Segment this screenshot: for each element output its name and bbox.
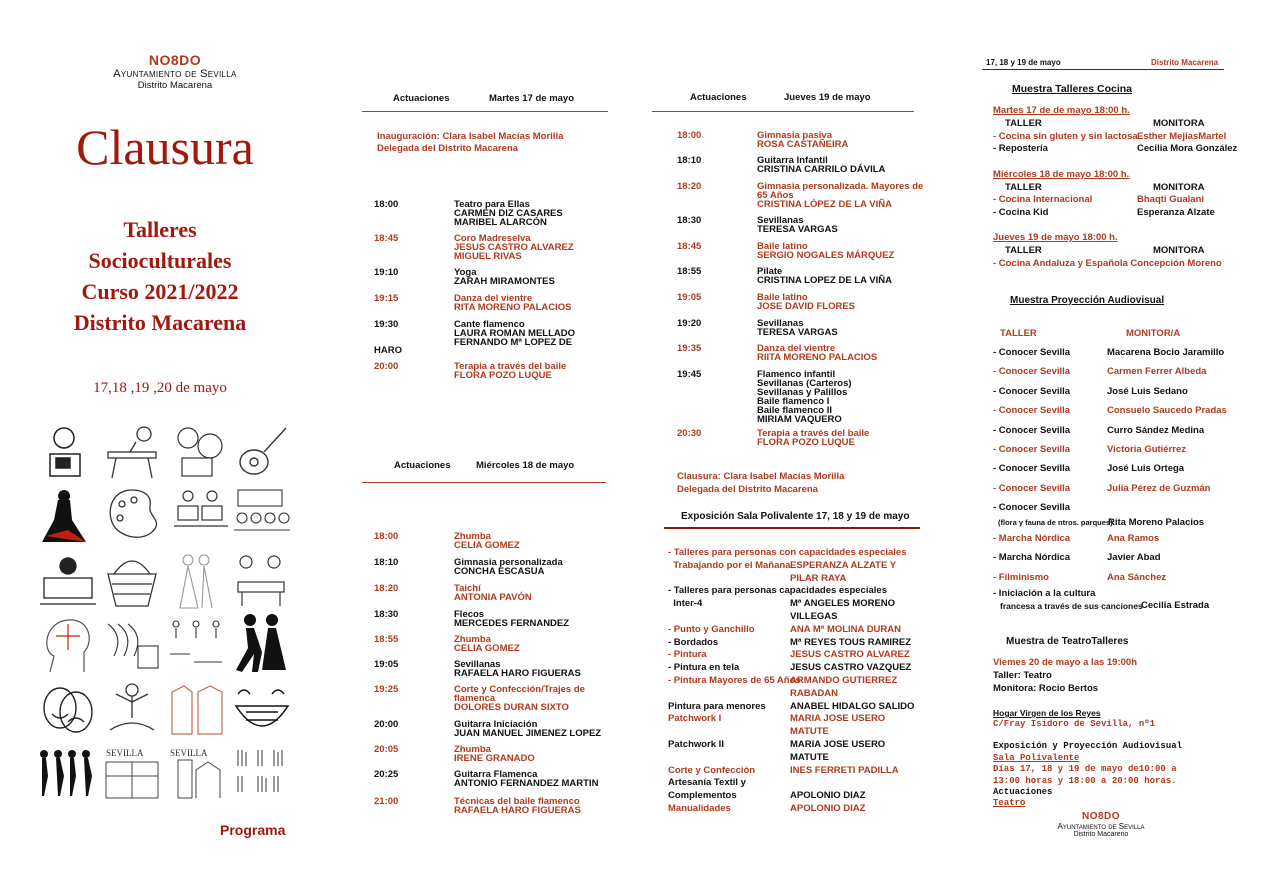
divider bbox=[652, 111, 914, 112]
header-label: Actuaciones bbox=[393, 93, 450, 104]
expo-item: Trabajando por el Mañana bbox=[668, 559, 791, 571]
teatro-date: Viemes 20 de mayo a las 19:00h bbox=[993, 657, 1137, 668]
expo-monitor: APOLONIO DIAZ bbox=[790, 803, 866, 814]
cocina-monitora: Bhaqti Gualani bbox=[1137, 194, 1205, 205]
sevilla-sketch-icon bbox=[106, 748, 158, 798]
av-last-b: Cecilia Estrada bbox=[1141, 600, 1210, 611]
subtitle-line: Socioculturales bbox=[88, 248, 232, 273]
subtitle-block bbox=[40, 214, 280, 338]
wednesday-header bbox=[394, 460, 575, 471]
time: 19:15 bbox=[374, 293, 399, 304]
cocina-taller: - Cocina Internacional bbox=[993, 194, 1093, 205]
av-flora-monitor: Rita Moreno Palacios bbox=[1108, 517, 1205, 528]
cocina-taller: - Cocina Kid bbox=[993, 206, 1049, 218]
inauguration-line: Inauguración: Clara Isabel Macías Morilla bbox=[377, 131, 564, 142]
expo-item: - Punto y Ganchillo bbox=[668, 623, 755, 635]
expo-monitor: MARIA JOSE USERO bbox=[790, 739, 886, 750]
divider bbox=[362, 482, 606, 483]
illustrations-svg bbox=[34, 420, 296, 810]
expo-monitor: ARMANDO GUTIERREZ bbox=[790, 675, 898, 686]
av-monitor: José Luis Ortega bbox=[1107, 463, 1185, 475]
expo-item: - Pintura bbox=[668, 649, 707, 661]
expo-item: Artesanía Textil y bbox=[668, 777, 746, 789]
av-monitor: Ana Sánchez bbox=[1107, 571, 1167, 583]
av-taller: - Conocer Sevilla bbox=[993, 502, 1071, 514]
address: C/Fray Isidoro de Sevilla, nº1 bbox=[993, 719, 1156, 729]
palette-icon bbox=[110, 490, 156, 537]
cocina-monitora: Esperanza Alzate bbox=[1137, 206, 1215, 218]
header-label: Actuaciones bbox=[394, 460, 451, 471]
time: 19:30 bbox=[374, 319, 399, 330]
subtitle-line: Distrito Macarena bbox=[73, 310, 247, 335]
basket-icon bbox=[108, 561, 156, 606]
cocina-taller: - Cocina Andaluza y Española Concepción Moreno bbox=[993, 257, 1222, 269]
days-line: 13:00 horas y 18:00 a 20:00 horas. bbox=[993, 776, 1177, 786]
cocina-monitora: MONITORA bbox=[1153, 245, 1205, 256]
expo-item: - Bordados bbox=[668, 636, 719, 648]
cocina-day: Jueves 19 de mayo 18:00 h. bbox=[993, 232, 1118, 243]
expo-item: Inter-4 bbox=[668, 598, 703, 610]
event-dates: 17,18 ,19 ,20 de mayo bbox=[93, 380, 227, 396]
ironing-icon bbox=[108, 427, 156, 478]
expo-monitor: ANABEL HIDALGO SALIDO bbox=[790, 700, 915, 712]
desc: Teatro para Ellas CARMEN DIZ CASARES MARIBEL ALARCÓN bbox=[454, 199, 563, 228]
av-monitor: Victoria Gutiérrez bbox=[1107, 444, 1187, 455]
teatro-venue: Teatro bbox=[993, 798, 1026, 808]
cards-game-icon bbox=[238, 556, 284, 606]
av-taller: - Conocer Sevilla bbox=[993, 424, 1071, 436]
av-monitor: José Luis Sedano bbox=[1107, 385, 1188, 397]
svg-text:SEVILLA: SEVILLA bbox=[106, 748, 144, 758]
tuesday-header bbox=[393, 93, 575, 104]
exercise-figures-icon bbox=[170, 621, 222, 662]
sala: Sala Polivalente bbox=[993, 753, 1080, 763]
inauguration bbox=[377, 131, 563, 155]
clothing-pattern-icon bbox=[172, 686, 222, 734]
crafts-icon bbox=[178, 428, 222, 476]
cocina-monitora: Cecilia Mora González bbox=[1137, 143, 1238, 154]
yoga-icon bbox=[110, 684, 154, 730]
teatro-monitor: Monitora: Rocio Bertos bbox=[993, 683, 1099, 694]
expo-item: Pintura para menores bbox=[668, 700, 766, 712]
expo-title: Exposición Sala Polivalente 17, 18 y 19 de mayo bbox=[681, 511, 910, 522]
av-monitor: Julia Pérez de Guzmán bbox=[1107, 482, 1211, 494]
logo-district: Distrito Macareno bbox=[1073, 831, 1129, 838]
av-monitor: Javier Abad bbox=[1107, 552, 1161, 564]
logo-district: Distrito Macarena bbox=[137, 80, 213, 91]
expo-monitor: ANA Mª MOLINA DURAN bbox=[790, 623, 901, 635]
photographer-icon bbox=[50, 428, 80, 476]
closing-line: Clausura: Clara Isabel Macías Morilla bbox=[677, 471, 845, 482]
av-taller: - Filminismo bbox=[993, 571, 1049, 583]
desc: Coro Madreselva JESUS CASTRO ALVAREZ MIGUEL RIVAS bbox=[454, 233, 574, 262]
knitting-icon bbox=[108, 624, 158, 668]
expo-item: Patchwork I bbox=[668, 713, 722, 725]
sevilla-sketch-icon bbox=[170, 748, 220, 798]
flamenco-dancer-icon bbox=[42, 490, 86, 542]
logo-org: Ayuntamiento de Sevilla bbox=[1057, 822, 1145, 831]
haro-line: HARO bbox=[374, 345, 402, 356]
expo-monitor: MATUTE bbox=[790, 726, 829, 738]
expo-item: - Talleres para personas con capacidades especiales bbox=[668, 547, 907, 558]
expo-item: Complementos bbox=[668, 790, 737, 802]
divider bbox=[982, 69, 1224, 70]
av-taller: - Marcha Nórdica bbox=[993, 552, 1071, 564]
av-taller: - Conocer Sevilla bbox=[993, 444, 1071, 455]
av-monitor: Curro Sández Medina bbox=[1107, 424, 1205, 436]
av-last-a2: francesa a través de sus canciones bbox=[1000, 601, 1143, 611]
av-taller: - Conocer Sevilla bbox=[993, 385, 1071, 397]
closing-line: Delegada del Distrito Macarena bbox=[677, 484, 818, 495]
time: 18:45 bbox=[374, 233, 399, 244]
classroom-icon bbox=[234, 490, 290, 530]
subtitle-line: Talleres bbox=[123, 217, 197, 242]
theater-masks-icon bbox=[44, 688, 92, 732]
closing bbox=[677, 470, 844, 496]
cocina-taller: TALLER bbox=[1005, 245, 1042, 256]
programa-label: Programa bbox=[220, 822, 286, 838]
time: 18:00 bbox=[374, 199, 399, 210]
av-monitor: Ana Ramos bbox=[1107, 533, 1160, 544]
sewing-icon bbox=[40, 558, 96, 604]
cocina-title: Muestra Talleres Cocina bbox=[1012, 83, 1133, 95]
cocina-taller: - Repostería bbox=[993, 143, 1048, 154]
sign-language-icon bbox=[238, 750, 282, 792]
cocina-taller: TALLER bbox=[1005, 181, 1042, 193]
av-head-monitor: MONITOR/A bbox=[1126, 328, 1181, 339]
expo-monitor: MATUTE bbox=[790, 751, 829, 763]
expo-item: - Talleres para personas capacidades especiales bbox=[668, 585, 887, 597]
cocina-monitora: MONITORA bbox=[1153, 181, 1205, 193]
logo-bottom bbox=[1046, 811, 1156, 838]
couple-dance-icon bbox=[180, 555, 212, 608]
av-taller: - Marcha Nórdica bbox=[993, 533, 1071, 544]
av-last-a1: - Iniciación a la cultura bbox=[993, 588, 1096, 599]
time: 20:00 bbox=[374, 361, 399, 372]
head-diagram-icon bbox=[47, 620, 89, 672]
expo-monitor: RABADAN bbox=[790, 687, 839, 699]
av-taller: - Conocer Sevilla bbox=[993, 482, 1071, 494]
expo-item: - Pintura Mayores de 65 Años bbox=[668, 675, 801, 686]
expo-monitor: APOLONIO DIAZ bbox=[790, 790, 866, 802]
cocina-day: Miércoles 18 de mayo 18:00 h. bbox=[993, 168, 1130, 180]
header-day: Jueves 19 de mayo bbox=[784, 92, 871, 103]
cocina-monitora: MONITORA bbox=[1153, 118, 1205, 129]
cocina-taller: TALLER bbox=[1005, 118, 1042, 129]
header-district: Distrito Macarena bbox=[1151, 58, 1219, 67]
divider bbox=[664, 527, 920, 529]
page-title: Clausura bbox=[76, 119, 254, 175]
logo-org: Ayuntamiento de Sevilla bbox=[113, 68, 237, 80]
logo-top bbox=[95, 52, 255, 91]
desc: Cante flamenco LAURA ROMAN MELLADO FERNANDO Mª LOPEZ DE bbox=[454, 319, 576, 348]
expo-monitor: Mª REYES TOUS RAMIREZ bbox=[790, 636, 912, 648]
illustration-grid bbox=[34, 420, 296, 810]
av-monitor: Macarena Bocio Jaramillo bbox=[1107, 347, 1225, 358]
av-title: Muestra Proyección Audiovisual bbox=[1010, 295, 1165, 306]
expo-item: - Pintura en tela bbox=[668, 662, 740, 674]
header-day: Martes 17 de mayo bbox=[489, 93, 575, 104]
expo-av-title: Exposición y Proyección Audiovisual bbox=[993, 741, 1183, 751]
av-taller: - Conocer Sevilla bbox=[993, 405, 1071, 417]
av-taller: - Conocer Sevilla bbox=[993, 366, 1071, 378]
expo-monitor: JESUS CASTRO VAZQUEZ bbox=[790, 662, 912, 674]
desc: Terapia a través del baile FLORA POZO LUQUE bbox=[454, 361, 567, 381]
expo-monitor: JESUS CASTRO ALVAREZ bbox=[790, 649, 910, 661]
thursday-header bbox=[690, 92, 871, 103]
av-head-taller: TALLER bbox=[1000, 328, 1037, 339]
av-monitor: Carmen Ferrer Albeda bbox=[1107, 366, 1207, 378]
subtitle-line: Curso 2021/2022 bbox=[81, 279, 239, 304]
logo-mark: NO8DO bbox=[148, 52, 202, 68]
cocina-taller: - Cocina sin gluten y sin lactosa bbox=[993, 130, 1138, 142]
guitar-icon bbox=[240, 428, 286, 474]
time: 19:10 bbox=[374, 267, 399, 278]
smile-icon bbox=[236, 690, 288, 726]
computer-class-icon bbox=[174, 491, 228, 526]
header-day: Miércoles 18 de mayo bbox=[476, 460, 575, 471]
divider bbox=[362, 111, 608, 112]
svg-text:SEVILLA: SEVILLA bbox=[170, 748, 208, 758]
cocina-day: Martes 17 de de mayo 18:00 h. bbox=[993, 105, 1130, 116]
header-dates: 17, 18 y 19 de mayo bbox=[986, 58, 1061, 67]
expo-monitor: MARIA JOSE USERO bbox=[790, 713, 886, 725]
desc: Yoga ZARAH MIRAMONTES bbox=[454, 267, 555, 287]
expo-item: Patchwork II bbox=[668, 739, 724, 750]
av-monitor: Consuelo Saucedo Pradas bbox=[1107, 405, 1227, 417]
expo-monitor: Mª ANGELES MORENO bbox=[790, 598, 896, 610]
expo-monitor: ESPERANZA ALZATE Y bbox=[790, 559, 897, 571]
hogar: Hogar Virgen de los Reyes bbox=[993, 708, 1101, 718]
desc: Danza del vientre RITA MORENO PALACIOS bbox=[454, 293, 572, 313]
cocina-monitora: Esther MejiasMartel bbox=[1137, 130, 1227, 142]
teatro-taller: Taller: Teatro bbox=[993, 670, 1052, 681]
dancers-silhouettes-icon bbox=[40, 750, 92, 796]
expo-monitor: PILAR RAYA bbox=[790, 572, 847, 584]
header-label: Actuaciones bbox=[690, 92, 747, 103]
av-flora: (flora y fauna de ntros. parques) bbox=[998, 518, 1113, 527]
dancing-couple-icon bbox=[236, 614, 286, 672]
expo-item: Corte y Confección bbox=[668, 764, 756, 776]
days-line: Días 17, 18 y 19 de mayo de10:00 a bbox=[993, 764, 1177, 774]
expo-item: Manualidades bbox=[668, 803, 731, 814]
expo-monitor: VILLEGAS bbox=[790, 611, 838, 622]
logo-mark: NO8DO bbox=[1081, 811, 1121, 822]
expo-monitor: INES FERRETI PADILLA bbox=[790, 764, 899, 776]
inauguration-line: Delegada del Distrito Macarena bbox=[377, 143, 518, 154]
av-taller: - Conocer Sevilla bbox=[993, 347, 1071, 358]
actuaciones: Actuaciones bbox=[993, 787, 1053, 797]
av-taller: - Conocer Sevilla bbox=[993, 463, 1071, 475]
teatro-title: Muestra de TeatroTalleres bbox=[1006, 636, 1129, 647]
